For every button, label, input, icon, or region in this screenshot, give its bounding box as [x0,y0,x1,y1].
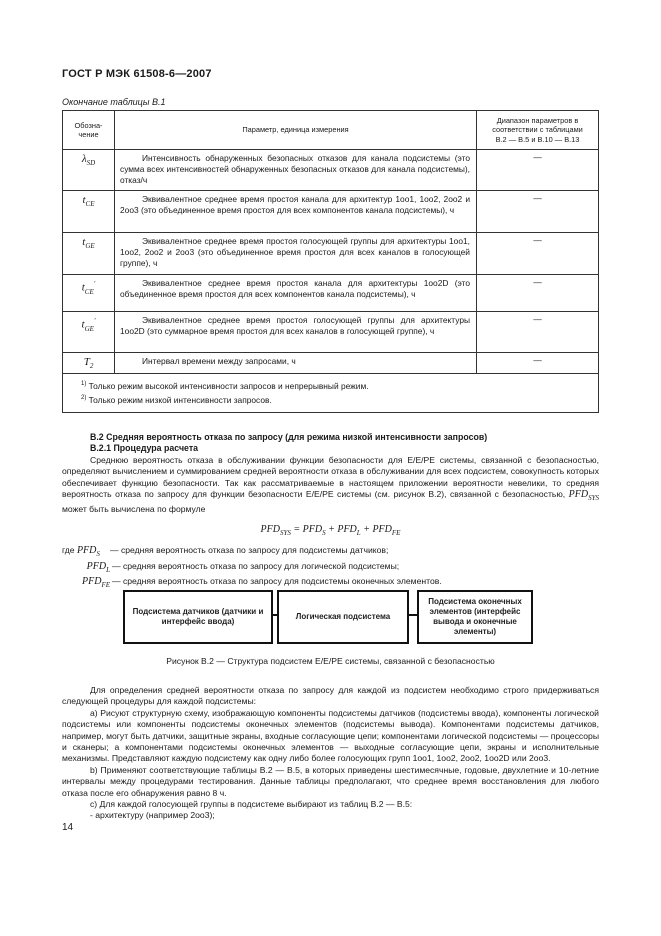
figure-caption: Рисунок B.2 — Структура подсистем E/E/PE системы, связанной с безопасностью [166,656,495,666]
row-parameter: Эквивалентное среднее время простоя канала для архитектур 1oo1, 1oo2, 2oo2 и 2oo3 (это объединенное время простоя для всех компонентов канала подсистемы), ч [115,191,477,233]
final-element-subsystem-box: Подсистема оконечных элементов (интерфейс вывода и оконечные элементы) [417,590,533,644]
section-b2 [62,432,599,591]
row-range: — [477,353,599,374]
page-number: 14 [62,822,74,833]
row-parameter: Эквивалентное среднее время простоя голосующей группы для архитектуры 1oo2D (это суммарное время простоя для всех каналов в голосующей группе), ч [115,312,477,353]
table-row [63,150,599,191]
table-notes-row [63,374,599,413]
procedure-section [62,685,599,822]
col-header-range: Диапазон параметров в соответствии с таблицами B.2 — B.5 и B.10 — B.13 [477,111,599,150]
row-symbol: $t_{GE}'$ [63,312,115,353]
list-item: b) Применяют соответствующие таблицы B.2 — B.5, в которых приведены шестимесячные, годовые, двухлетние и 10-летние интервалы между процедурами тестирования. Данные таблицы предполагают, что среднее время восстановления для любого отказа после его обнаружения равно 8 ч. [62,764,599,798]
definition-item: где $PFD_S$ — средняя вероятность отказа по запросу для подсистемы датчиков; [62,545,599,560]
table-row [63,233,599,275]
table-caption: Окончание таблицы B.1 [62,97,166,107]
definition-item: $PFD_L$ — средняя вероятность отказа по запросу для логической подсистемы; [86,560,400,574]
table-note: $^{2)}$ Только режим низкой интенсивности запросов. [81,394,272,405]
paragraph: Среднюю вероятность отказа в обслуживании функции безопасности для E/E/PE системы, связанной с безопасностью, определяют вычислением и суммированием средней вероятности отказа в обслуживании для всех подсистем, совокупность которых обеспечивает функцию безопасности. Так как рассматриваемые в настоящем приложении вероятности невелики, то средняя вероятность отказа по запросу для функции безопасности E/E/PE системы (см. рисунок B.2), связанной с безопасностью, $PFD_{SYS}$ может быть вычислена по формуле [62,454,599,515]
table-row [63,275,599,312]
list-item: a) Рисуют структурную схему, изображающую компоненты подсистемы датчиков (подсистемы ввода), компоненты логической подсистемы или компоненты подсистемы оконечных элементов (подсистемы вывода). Компонентами подсистемы датчиков, например, могут быть датчики, защитные экраны, входные согласующие цепи; компонентами логической подсистемы — процессоры и сканеры; а компонентами подсистемы оконечных элементов — выходные согласующие цепи, экраны и исполнительные механизмы. Представляют каждую подсистему как одну либо более голосующих групп 1oo1, 1oo2, 2oo2, 1oo2D или 2oo3. [62,707,599,764]
table-row [63,312,599,353]
table-header-row [63,111,599,150]
table-row [63,191,599,233]
row-range: — [477,150,599,191]
subsection-title: B.2.1 Процедура расчета [90,443,199,454]
col-header-symbol: Обозна- чение [63,111,115,150]
row-range: — [477,191,599,233]
row-parameter: Интенсивность обнаруженных безопасных отказов для канала подсистемы (это сумма всех интенсивностей обнаруженных безопасных отказов для канала подсистемы), отказ/ч [115,150,477,191]
parameters-table [62,110,599,413]
list-item: c) Для каждой голосующей группы в подсистеме выбирают из таблиц B.2 — B.5: [90,799,413,810]
list-item: - архитектуру (например 2oo3); [90,810,215,821]
row-parameter: Эквивалентное среднее время простоя голосующей группы для архитектуры 1oo1, 1oo2, 2oo2 и 2oo3 (это объединенное время простоя для всех каналов в голосующей группе), ч [115,233,477,275]
paragraph: Для определения средней вероятности отказа по запросу для каждой из подсистем необходимо строго придерживаться следующей процедуры для каждой подсистемы: [62,685,599,707]
logic-subsystem-box: Логическая подсистема [277,590,409,644]
row-symbol: $t_{GE}$ [63,233,115,275]
document-header: ГОСТ Р МЭК 61508-6—2007 [62,68,212,80]
where-label: где $PFD_S$ [62,545,100,559]
row-symbol: $t_{CE}'$ [63,275,115,312]
row-range: — [477,312,599,353]
table-notes [63,374,599,413]
col-header-parameter: Параметр, единица измерения [115,111,477,150]
row-symbol: $T_2$ [63,353,115,374]
connector-line [407,614,417,616]
row-parameter: Эквивалентное среднее время простоя канала для архитектуры 1oo2D (это объединенное время простоя для всех компонентов канала подсистемы), ч [115,275,477,312]
table-note: $^{1)}$ Только режим высокой интенсивности запросов и непрерывный режим. [81,380,369,391]
row-symbol: $\lambda_{SD}$ [63,150,115,191]
definition-item: $PFD_{FE}$ — средняя вероятность отказа по запросу для подсистемы оконечных элементов. [81,576,442,590]
row-range: — [477,233,599,275]
section-title: B.2 Средняя вероятность отказа по запросу (для режима низкой интенсивности запросов) [90,432,488,442]
sensor-subsystem-box: Подсистема датчиков (датчики и интерфейс ввода) [123,590,273,644]
table-row [63,353,599,374]
row-range: — [477,275,599,312]
row-parameter: Интервал времени между запросами, ч [115,353,477,374]
formula: $PFD_{SYS} = PFD_S + PFD_L + PFD_{FE}$ [260,523,401,537]
row-symbol: $t_{CE}$ [63,191,115,233]
